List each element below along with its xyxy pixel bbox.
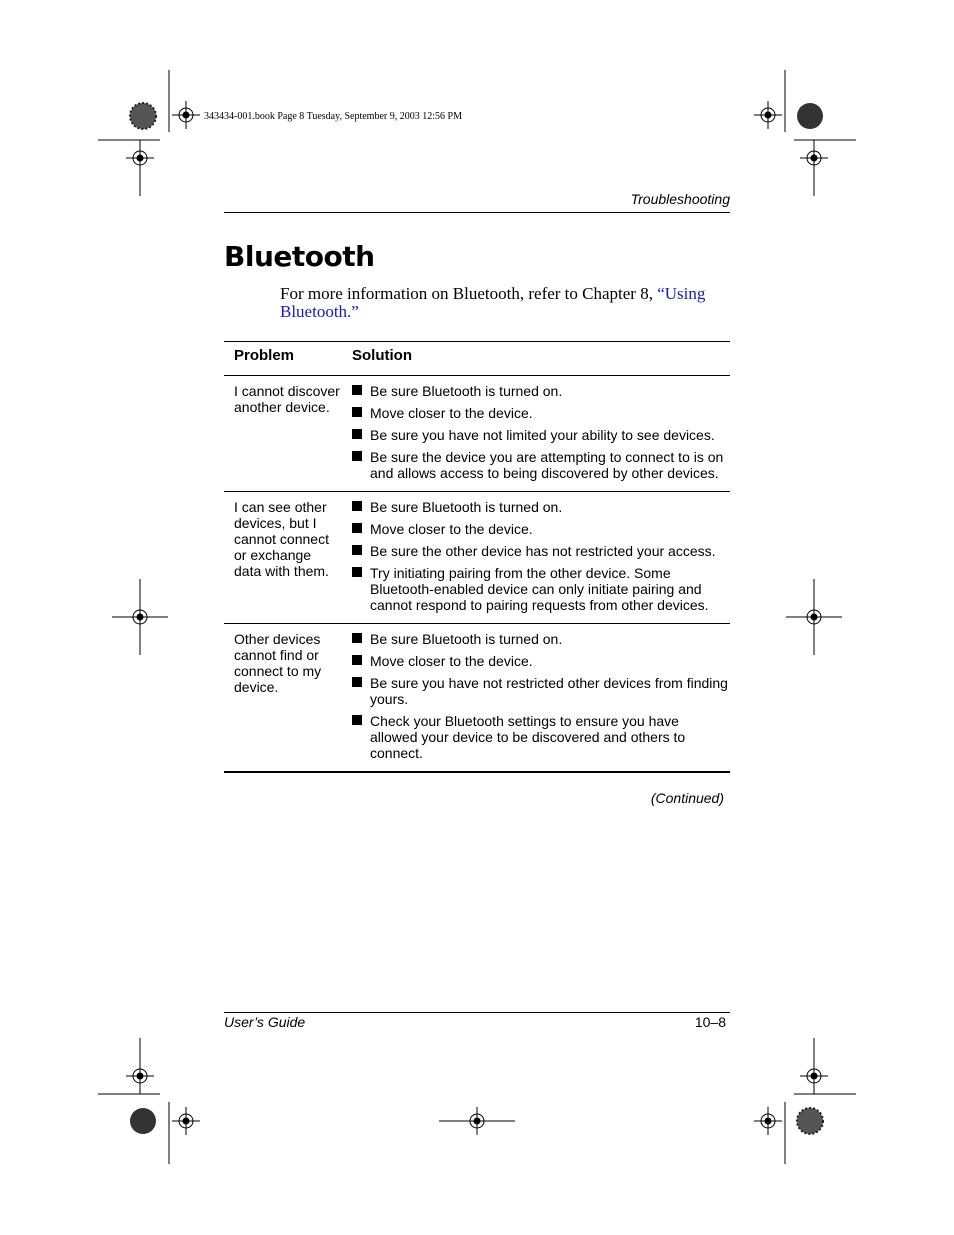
solution-text: Be sure Bluetooth is turned on. — [370, 499, 563, 515]
solution-cell — [342, 624, 730, 773]
list-item — [352, 631, 730, 647]
continued-note: (Continued) — [650, 790, 724, 806]
list-item — [352, 405, 730, 421]
list-item — [352, 565, 730, 613]
intro-paragraph — [280, 285, 730, 321]
square-bullet-icon — [352, 633, 362, 643]
chapter-link[interactable]: “Using Bluetooth.” — [280, 284, 706, 321]
solution-text: Check your Bluetooth settings to ensure you have allowed your device to be discovered and others to connect. — [370, 713, 686, 761]
table-header-row — [224, 342, 730, 376]
page-number: 10–8 — [694, 1014, 726, 1030]
solution-text: Move closer to the device. — [370, 653, 533, 669]
list-item — [352, 653, 730, 669]
square-bullet-icon — [352, 655, 362, 665]
square-bullet-icon — [352, 407, 362, 417]
square-bullet-icon — [352, 501, 362, 511]
solution-cell — [342, 376, 730, 492]
list-item — [352, 383, 730, 399]
list-item — [352, 427, 730, 443]
list-item — [352, 449, 730, 481]
table-row — [224, 376, 730, 492]
footer-rule — [224, 1012, 730, 1013]
running-head: Troubleshooting — [630, 191, 730, 207]
square-bullet-icon — [352, 545, 362, 555]
problem-cell: Other devices cannot find or connect to my device. — [224, 624, 342, 773]
intro-text: For more information on Bluetooth, refer to Chapter 8, — [280, 284, 658, 303]
list-item — [352, 521, 730, 537]
list-item — [352, 713, 730, 761]
solution-text: Be sure the device you are attempting to connect to is on and allows access to being discovered by other devices. — [370, 449, 724, 481]
solution-text: Move closer to the device. — [370, 405, 533, 421]
square-bullet-icon — [352, 567, 362, 577]
solution-text: Be sure you have not restricted other devices from finding yours. — [370, 675, 728, 707]
table-row — [224, 624, 730, 773]
square-bullet-icon — [352, 429, 362, 439]
footer-guide-title: User’s Guide — [224, 1014, 306, 1030]
solution-text: Be sure Bluetooth is turned on. — [370, 631, 563, 647]
square-bullet-icon — [352, 451, 362, 461]
solution-text: Be sure you have not limited your ability to see devices. — [370, 427, 715, 443]
solution-text: Move closer to the device. — [370, 521, 533, 537]
list-item — [352, 543, 730, 559]
list-item — [352, 499, 730, 515]
solution-cell — [342, 492, 730, 624]
solution-text: Try initiating pairing from the other device. Some Bluetooth-enabled device can only initiate pairing and cannot respond to pairing requests from other devices. — [370, 565, 709, 613]
print-slug: 343434-001.book Page 8 Tuesday, September 9, 2003 12:56 PM — [204, 111, 462, 122]
table-row — [224, 492, 730, 624]
column-header-solution: Solution — [342, 342, 730, 376]
troubleshooting-table — [224, 341, 730, 773]
column-header-problem: Problem — [224, 342, 342, 376]
square-bullet-icon — [352, 715, 362, 725]
page-title: Bluetooth — [224, 240, 375, 273]
solution-text: Be sure the other device has not restricted your access. — [370, 543, 716, 559]
problem-cell: I can see other devices, but I cannot connect or exchange data with them. — [224, 492, 342, 624]
square-bullet-icon — [352, 677, 362, 687]
square-bullet-icon — [352, 385, 362, 395]
header-rule — [224, 212, 730, 213]
problem-cell: I cannot discover another device. — [224, 376, 342, 492]
square-bullet-icon — [352, 523, 362, 533]
list-item — [352, 675, 730, 707]
solution-text: Be sure Bluetooth is turned on. — [370, 383, 563, 399]
